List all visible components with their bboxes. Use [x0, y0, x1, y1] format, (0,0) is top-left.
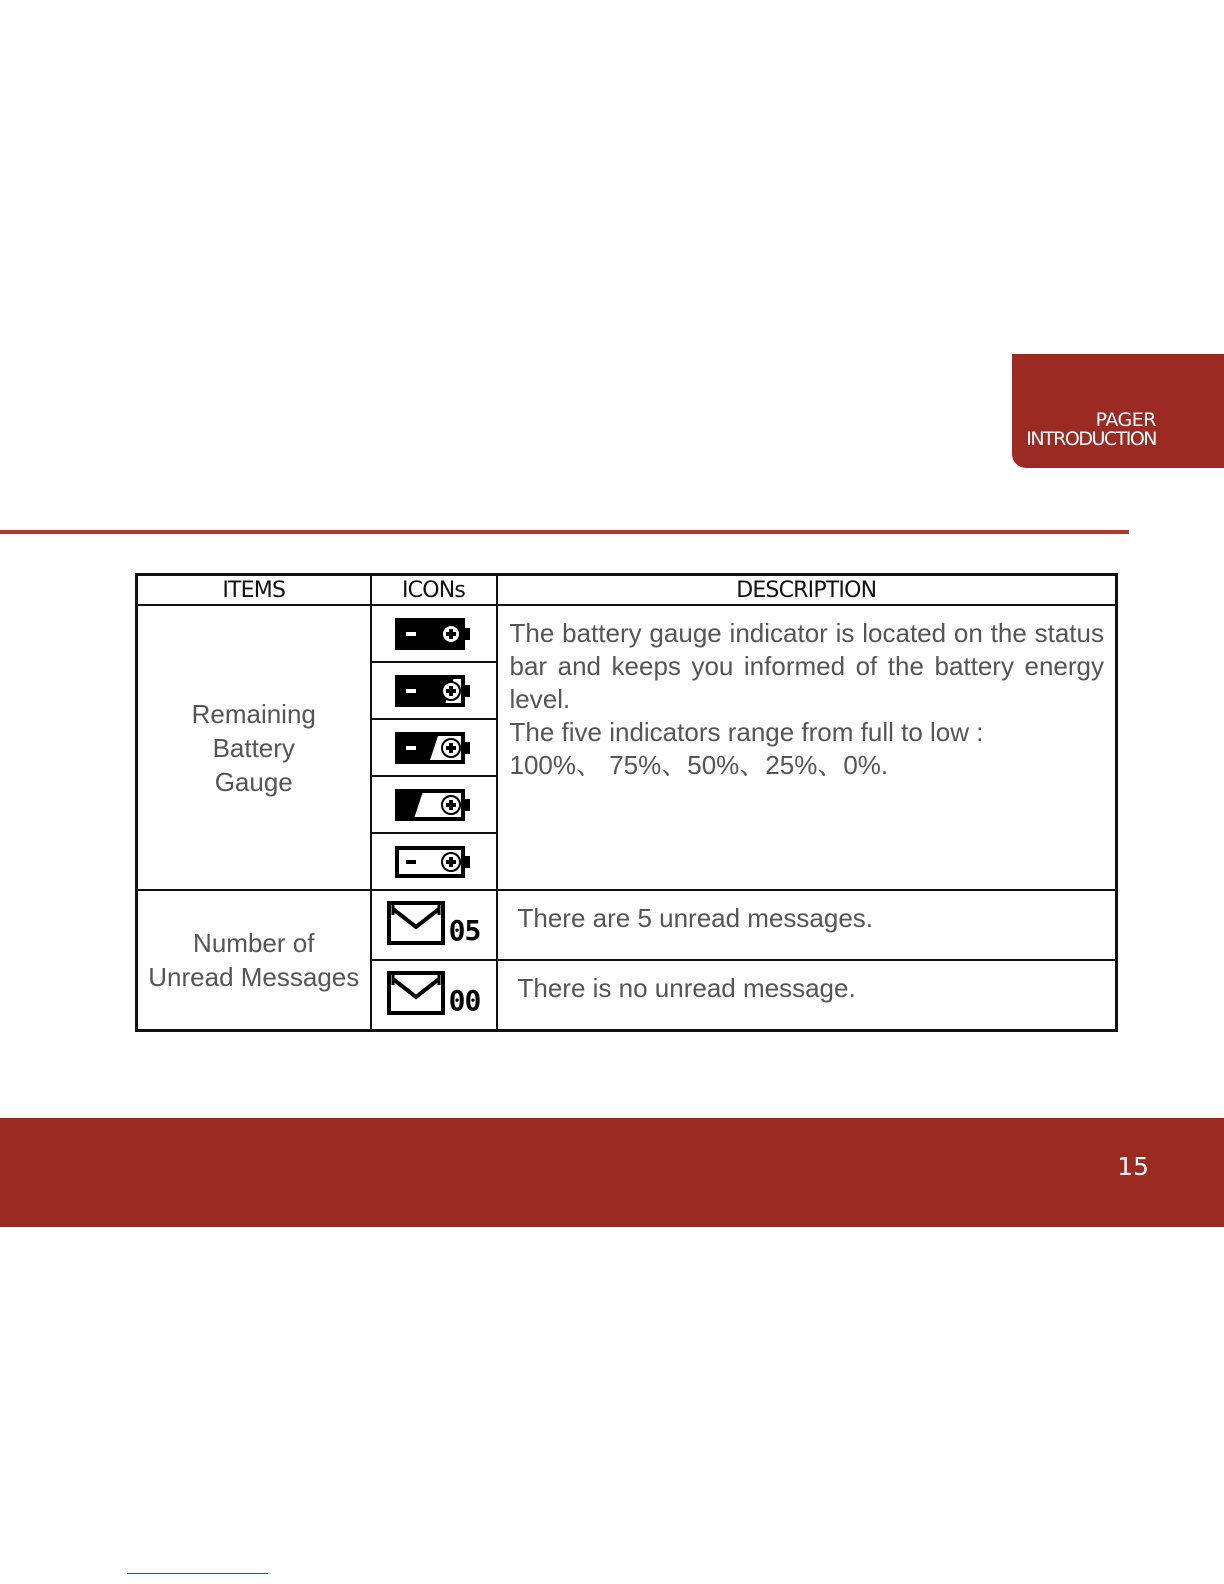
icon-description-table — [135, 573, 1118, 1032]
message-icon-cell — [371, 890, 497, 960]
battery-icon — [395, 731, 473, 765]
battery-icon — [395, 845, 473, 879]
battery-icon-cell — [371, 605, 497, 662]
battery-description-levels: 100%、 75%、50%、25%、0%. — [509, 750, 889, 780]
message-description: There are 5 unread messages. — [497, 890, 1117, 960]
battery-icon — [395, 788, 473, 822]
item-remaining-battery-gauge — [137, 605, 371, 890]
message-indicator — [387, 901, 481, 945]
footer-band — [0, 1118, 1224, 1227]
battery-icon-cell — [371, 719, 497, 776]
item-label-line: Unread Messages — [148, 962, 360, 992]
unread-count: 00 — [448, 983, 481, 1017]
battery-icon-cell — [371, 833, 497, 890]
section-tab — [1012, 354, 1224, 468]
section-tab-title-line-2: INTRODUCTION — [1026, 428, 1156, 450]
header-items: ITEMS — [137, 575, 371, 606]
section-tab-title-line-1: PAGER — [1095, 409, 1156, 431]
envelope-icon — [387, 901, 445, 945]
header-icons: ICONs — [371, 575, 497, 606]
item-label-line: Remaining — [191, 698, 316, 729]
unread-count: 05 — [448, 913, 481, 947]
item-label-line: Battery — [212, 732, 295, 763]
page-number: 15 — [1117, 1152, 1149, 1181]
message-indicator — [387, 971, 481, 1015]
battery-icon-cell — [371, 776, 497, 833]
battery-icon — [395, 617, 473, 651]
battery-icon-cell — [371, 662, 497, 719]
battery-description — [497, 605, 1117, 890]
message-icon-cell — [371, 960, 497, 1031]
item-label-line: Number of — [193, 928, 315, 958]
header-description: DESCRIPTION — [497, 575, 1117, 606]
battery-description-text: The battery gauge indicator is located on the status bar and keeps you informed of the battery energy level. — [509, 618, 1104, 714]
battery-description-range: The five indicators range from full to low : — [509, 717, 984, 747]
table-header-row — [137, 575, 1117, 606]
header-divider — [0, 530, 1129, 534]
item-number-of-unread-messages — [137, 890, 371, 1031]
table-row — [137, 890, 1117, 960]
item-label-line: Gauge — [214, 766, 293, 797]
message-description: There is no unread message. — [497, 960, 1117, 1031]
envelope-icon — [387, 971, 445, 1015]
table-row — [137, 605, 1117, 662]
battery-icon — [395, 674, 473, 708]
link-underline — [127, 1573, 268, 1574]
